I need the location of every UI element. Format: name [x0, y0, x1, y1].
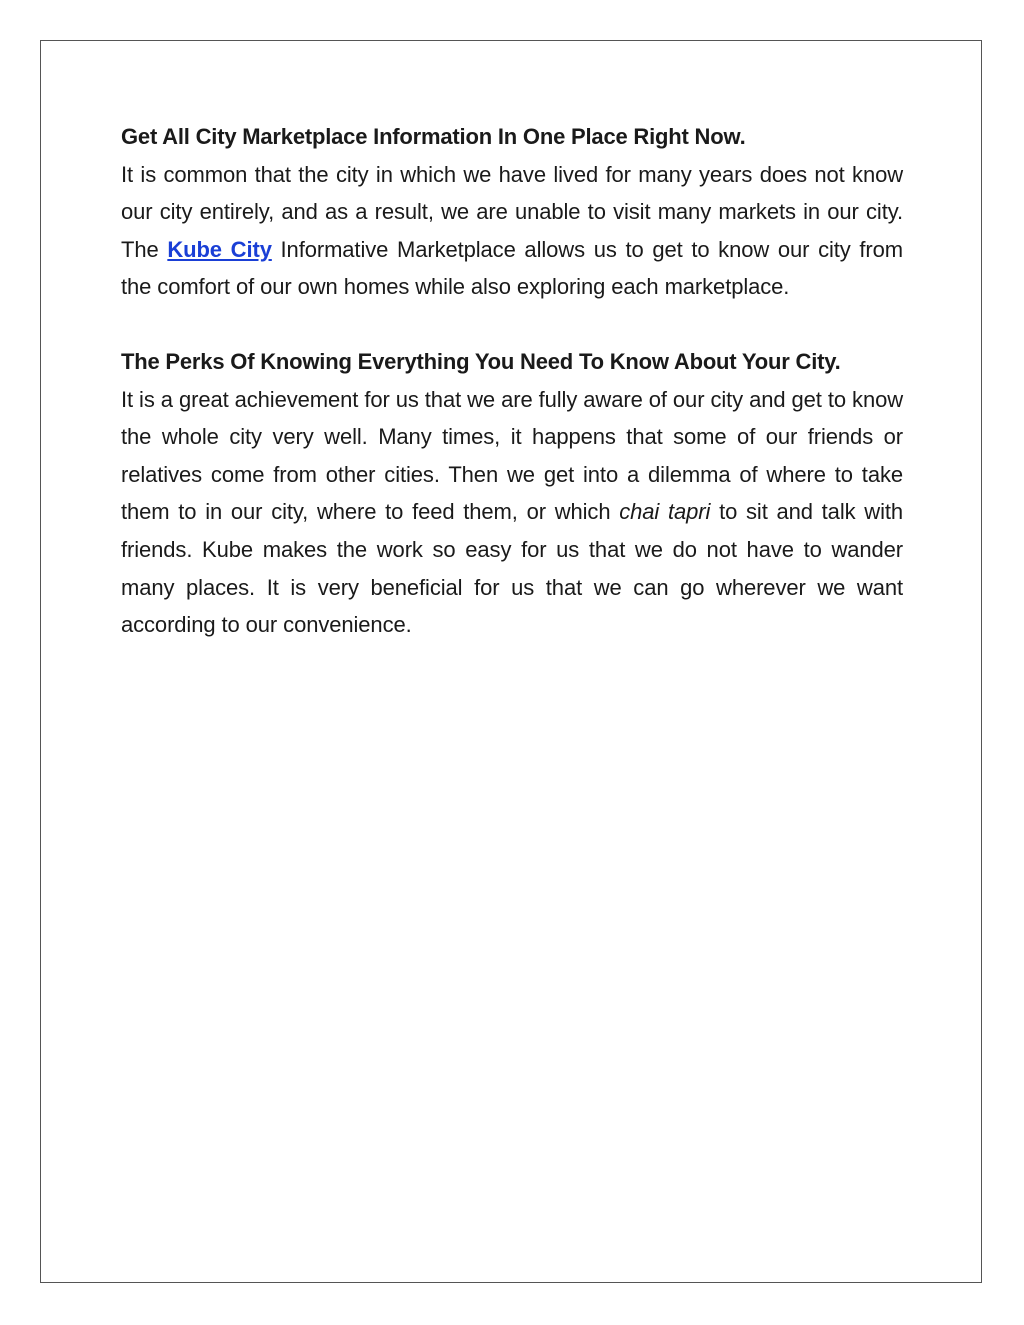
section-heading: The Perks Of Knowing Everything You Need To Know About Your City. — [121, 348, 841, 374]
section-marketplace-info — [121, 118, 903, 306]
italic-phrase: chai tapri — [619, 499, 711, 525]
paragraph-text: It is a great achievement for us that we are fully aware of our city and get to know the whole city very well. Many times, it happens that some of our friends or relatives come from other cities. Then we get into a dilemma of where to take them to in our city, where to feed them, or which — [121, 386, 903, 525]
section-paragraph — [121, 156, 903, 306]
section-paragraph — [121, 381, 903, 644]
paragraph-text: Informative Marketplace allows us to get to know our city from the comfort of our own homes while also exploring each marketplace. — [121, 236, 904, 300]
document-body — [121, 118, 903, 681]
paragraph-text: It is common that the city in which we have lived for many years does not know our city entirely, and as a result, we are unable to visit many markets in our city. The — [121, 161, 903, 262]
kube-city-link[interactable]: Kube City — [167, 236, 272, 262]
section-heading: Get All City Marketplace Information In One Place Right Now. — [121, 124, 746, 149]
paragraph-text: to sit and talk with friends. Kube makes the work so easy for us that we do not have to wander many places. It is very beneficial for us that we can go wherever we want according to our convenience. — [121, 499, 904, 638]
section-perks — [121, 343, 903, 644]
